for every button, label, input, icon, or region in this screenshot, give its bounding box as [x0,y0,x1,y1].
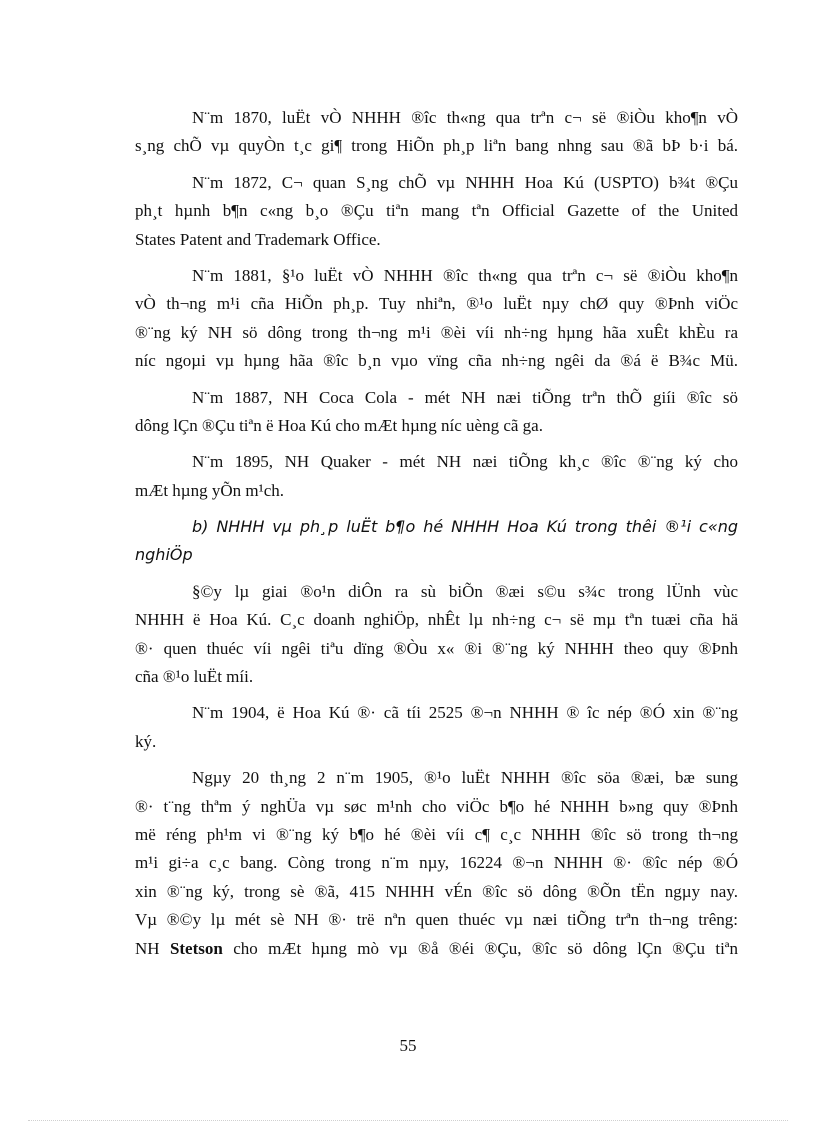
text-line: dông lÇn ®Çu tiªn ë Hoa Kú cho mÆt hµng níc uèng cã ga. [135,415,543,435]
text-line: ®· t¨ng thªm ý nghÜa vµ søc m¹nh cho viÖc b¶o hé NHHH b»ng quy ®Þnh [135,796,738,816]
section-heading [135,513,738,570]
paragraph [135,262,738,376]
text-line: ®· quen thuéc víi ngêi tiªu dïng ®Òu x« ®i ®¨ng ký NHHH theo quy ®Þnh [135,638,738,658]
text-line: States Patent and Trademark Office. [135,229,381,249]
text-line: N¨m 1895, NH Quaker - mét NH næi tiÕng kh¸c ®îc ®¨ng ký cho [192,452,738,472]
text-line: N¨m 1870, luËt vÒ NHHH ®îc th«ng qua trªn c¬ së ®iÒu kho¶n vÒ [192,108,738,127]
text-line: §©y lµ giai ®o¹n diÔn ra sù biÕn ®æi s©u s¾c trong lÜnh vùc [192,581,738,601]
text-line: më réng ph¹m vi ®¨ng ký b¶o hé ®èi víi c¶ c¸c NHHH ®îc sö trong th¬ng [135,824,738,844]
text-line: Vµ ®©y lµ mét sè NH ®· trë nªn quen thuéc vµ næi tiÕng trªn th¬ng trêng: [135,910,738,930]
paragraph [135,764,738,963]
text-line: níc ngoµi vµ hµng hãa ®îc b¸n vµo vïng cña nh÷ng ngêi da ®á ë B¾c Mü. [135,351,738,371]
paragraph [135,578,738,692]
text-line: ph¸t hµnh b¶n c«ng b¸o ®Çu tiªn mang tªn Official Gazette of the United [135,201,738,221]
text-line: N¨m 1887, NH Coca Cola - mét NH næi tiÕng trªn thÕ giíi ®îc sö [192,387,738,407]
bold-term: Stetson [169,938,223,958]
text-line: m¹i gi÷a c¸c bang. Còng trong n¨m nµy, 16224 ®¬n NHHH ®· ®îc nép ®Ó [135,853,738,873]
text-line: N¨m 1872, C¬ quan S¸ng chÕ vµ NHHH Hoa Kú (USPTO) b¾t ®Çu [192,172,738,192]
paragraph [135,448,738,505]
text-line: nghiÖp [135,545,193,565]
text-line: b) NHHH vµ ph¸p luËt b¶o hé NHHH Hoa Kú trong thêi ®¹i c«ng [192,517,738,537]
text-line: ®¨ng ký NH sö dông trong th¬ng m¹i ®èi víi nh÷ng hµng hãa xuÊt khÈu ra [135,322,738,342]
text-line: NHHH ë Hoa Kú. C¸c doanh nghiÖp, nhÊt lµ nh÷ng c¬ së mµ tªn tuæi cña hä [135,610,738,630]
paragraph [135,104,738,161]
document-body [135,104,738,963]
text-line [135,935,738,963]
text-fragment: NH [135,938,170,958]
text-line: N¨m 1881, §¹o luËt vÒ NHHH ®îc th«ng qua trªn c¬ së ®iÒu kho¶n [192,265,738,285]
page-divider [28,1120,788,1121]
text-line: vÒ th¬ng m¹i cña HiÕn ph¸p. Tuy nhiªn, ®¹o luËt nµy chØ quy ®Þnh viÖc [135,294,738,314]
paragraph [135,384,738,441]
text-line: xin ®¨ng ký, trong sè ®ã, 415 NHHH vÉn ®îc sö dông ®Õn tËn ngµy nay. [135,881,738,901]
text-line: cña ®¹o luËt míi. [135,667,254,687]
paragraph [135,169,738,254]
text-line: Ngµy 20 th¸ng 2 n¨m 1905, ®¹o luËt NHHH ®îc söa ®æi, bæ sung [192,768,738,788]
page-number: 55 [399,1036,417,1055]
text-line: N¨m 1904, ë Hoa Kú ®· cã tíi 2525 ®¬n NHHH ® îc nép ®Ó xin ®¨ng [192,703,738,723]
paragraph [135,699,738,756]
text-line: mÆt hµng yÕn m¹ch. [135,480,284,500]
text-fragment: cho mÆt hµng mò vµ ®å ®éi ®Çu, ®îc sö dông lÇn ®Çu tiªn [222,938,738,958]
text-line: ký. [135,731,157,751]
text-line: s¸ng chÕ vµ quyÒn t¸c gi¶ trong HiÕn ph¸p liªn bang nhng sau ®ã bÞ b·i bá. [135,136,738,156]
